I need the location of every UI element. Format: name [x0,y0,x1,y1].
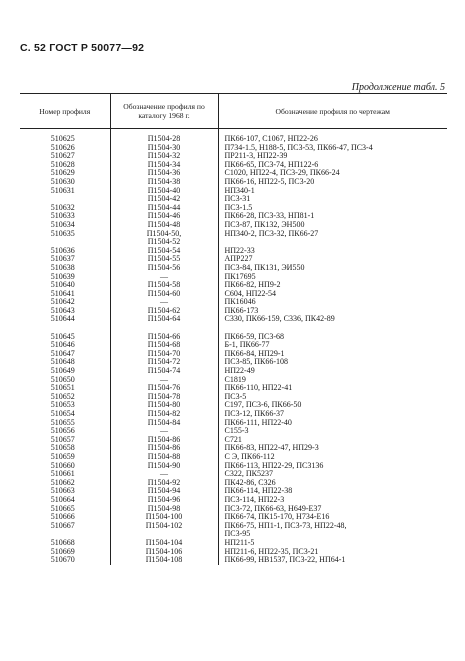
table-header-row [20,94,447,129]
drawing-designation-cell: НП22-33 [224,246,255,255]
catalog-designation-cell: П1504-38 [110,178,218,187]
catalog-designation-cell: П1504-30 [110,144,218,153]
drawing-designation-cell: ПК66-84, НП29-1 [224,349,285,358]
profile-number-cell: 510651 [50,384,75,393]
table-row [20,264,447,273]
drawing-designation-cell: ПК66-16, НП22-5, ПС3-20 [224,177,315,186]
table-row [20,281,447,290]
drawing-designation-cell: Б-1, ПК66-77 [224,341,270,350]
catalog-designation-cell: П1504-94 [110,487,218,496]
table-row [20,341,447,350]
table-row [20,221,447,230]
table-row [20,444,447,453]
catalog-designation-cell: — [110,298,218,307]
table-row [20,462,447,471]
profile-number-cell [20,530,110,539]
drawing-designation-cell: ПК17695 [224,272,256,281]
table-row [20,298,447,307]
drawing-designation-cell: ПК66-113, НП22-29, ПС3136 [224,461,324,470]
profile-number-cell: 510626 [50,143,75,152]
profile-number-cell: 510628 [50,160,75,169]
table-row [20,187,447,196]
catalog-designation-cell: П1504-90 [110,462,218,471]
profile-number-cell: 510669 [50,547,75,556]
drawing-designation-cell: ПК66-111, НП22-40 [224,418,292,427]
table-continuation-label: Продолжение табл. 5 [351,82,445,93]
drawing-designation-cell: ПС3-5 [224,392,247,401]
catalog-designation-cell: П1504-108 [110,556,218,565]
catalog-designation-cell: П1504-84 [110,419,218,428]
drawing-designation-cell: ПК66-114, НП22-38 [224,487,293,496]
drawing-designation-cell: ПК66-83, НП22-47, НП29-3 [224,444,319,453]
table-row [20,479,447,488]
catalog-designation-cell: П1504-82 [110,410,218,419]
table-row [20,333,447,342]
catalog-designation-cell [110,324,218,333]
drawing-designation-cell: С330, ПК66-159, С336, ПК42-89 [224,315,335,324]
table-row [20,548,447,557]
drawing-designation-cell: С721 [224,435,242,444]
catalog-designation-cell: П1504-96 [110,496,218,505]
table-row [20,212,447,221]
table-row [20,273,447,282]
drawing-designation-cell: ПС3-114, НП22-3 [224,495,285,504]
drawing-designation-cell: ПК66-99, НВ1537, ПС3-22, НП64-1 [224,556,346,565]
catalog-designation-cell: П1504-42 [110,195,218,204]
drawing-designation-cell: ПК66-110, НП22-41 [224,384,293,393]
profile-number-cell: 510659 [50,452,75,461]
table-row [20,161,447,170]
profile-number-cell: 510632 [50,203,75,212]
profile-number-cell: 510648 [50,358,75,367]
profile-number-cell: 510662 [50,478,75,487]
table-row [20,290,447,299]
profile-number-cell: 510630 [50,177,75,186]
profile-number-cell: 510661 [50,470,75,479]
catalog-designation-cell: П1504-46 [110,212,218,221]
catalog-designation-cell: П1504-66 [110,333,218,342]
catalog-designation-cell: П1504-100 [110,513,218,522]
drawing-designation-cell: ПС3-12, ПК66-37 [224,410,285,418]
profile-number-cell: 510640 [50,281,75,290]
profile-number-cell: 510635 [50,229,75,238]
drawing-designation-cell [218,238,447,247]
catalog-designation-cell: П1504-68 [110,341,218,350]
profile-number-cell: 510658 [50,444,75,453]
profile-number-cell: 510650 [50,375,75,384]
table-row [20,530,447,539]
profile-number-cell: 510625 [50,134,75,143]
table-row [20,522,447,531]
drawing-designation-cell: ПК66-82, НП9-2 [224,281,281,290]
table-row [20,436,447,445]
catalog-designation-cell: П1504-86 [110,436,218,445]
profile-number-cell: 510636 [50,246,75,255]
table-row [20,496,447,505]
profile-number-cell: 510652 [50,392,75,401]
profile-number-cell: 510665 [50,504,75,513]
catalog-designation-cell: П1504-28 [110,129,218,144]
table-body [20,129,447,565]
drawing-designation-cell: НП211-5 [224,538,255,547]
drawing-designation-cell: ПР211-3, НП22-39 [224,152,288,161]
drawing-designation-cell: ПС3-84, ПК131, ЭИ550 [224,263,305,272]
catalog-designation-cell: — [110,427,218,436]
profile-number-cell: 510644 [50,315,75,324]
catalog-designation-cell: П1504-92 [110,479,218,488]
catalog-designation-cell: П1504-54 [110,247,218,256]
catalog-designation-cell: П1504-86 [110,444,218,453]
catalog-designation-cell: П1504-34 [110,161,218,170]
catalog-designation-cell: П1504-80 [110,401,218,410]
table-row [20,152,447,161]
table-row [20,315,447,324]
profile-number-cell: 510653 [50,401,75,410]
drawing-designation-cell: С604, НП22-54 [224,289,277,298]
profile-number-cell: 510639 [50,272,75,281]
table-row [20,144,447,153]
catalog-designation-cell: П1504-36 [110,169,218,178]
catalog-designation-cell: П1504-72 [110,358,218,367]
table-row [20,410,447,419]
page-header: С. 52 ГОСТ Р 50077—92 [20,42,145,54]
profile-number-cell: 510642 [50,298,75,307]
table-row [20,470,447,479]
catalog-designation-cell: — [110,470,218,479]
profile-number-cell: 510647 [50,349,75,358]
profile-number-cell: 510641 [50,289,75,298]
profile-number-cell: 510656 [50,427,75,436]
drawing-designation-cell: ПК66-28, ПС3-33, НП81-1 [224,212,315,221]
catalog-designation-cell: — [110,273,218,282]
table-row [20,401,447,410]
profile-number-cell: 510631 [50,186,75,195]
table-row [20,487,447,496]
catalog-designation-cell: П1504-32 [110,152,218,161]
catalog-designation-cell: П1504-58 [110,281,218,290]
table-row [20,419,447,428]
profile-number-cell [20,238,110,247]
profile-number-cell: 510638 [50,263,75,272]
drawing-designation-cell: ПК66-74, ПК15-170, Н734-Е16 [224,513,330,522]
column-header-profile-number: Номер профиля [20,94,110,129]
catalog-designation-cell: П1504-76 [110,384,218,393]
drawing-designation-cell: ПС3-95 [224,530,251,539]
catalog-designation-cell: П1504-102 [110,522,218,531]
drawing-designation-cell: НП340-2, ПС3-32, ПК66-27 [224,229,319,238]
profile-number-cell: 510657 [50,435,75,444]
catalog-designation-cell: П1504-55 [110,255,218,264]
profile-number-cell: 510664 [50,495,75,504]
catalog-designation-cell: П1504-64 [110,315,218,324]
column-header-catalog-designation: Обозначение профиля по каталогу 1968 г. [110,94,218,129]
drawing-designation-cell: ПС3-1.5 [224,203,253,212]
profile-number-cell: 510660 [50,461,75,470]
profile-number-cell: 510637 [50,255,75,264]
table-row [20,376,447,385]
table-row [20,195,447,204]
profile-number-cell: 510627 [50,152,75,161]
drawing-designation-cell: НП211-6, НП22-35, ПС3-21 [224,547,319,556]
table-row [20,255,447,264]
catalog-designation-cell: П1504-40 [110,187,218,196]
catalog-designation-cell: П1504-88 [110,453,218,462]
column-header-drawing-designation: Обозначение профиля по чертежам [218,94,447,129]
profile-number-cell: 510667 [50,521,75,530]
table-row [20,539,447,548]
catalog-designation-cell: П1504-74 [110,367,218,376]
drawing-designation-cell: С1020, НП22-4, ПС3-29, ПК66-24 [224,169,340,178]
drawing-designation-cell: НП22-49 [224,367,255,376]
catalog-designation-cell: П1504-78 [110,393,218,402]
drawing-designation-cell: ПК16046 [224,298,256,307]
profile-number-cell: 510643 [50,306,75,315]
profile-number-cell: 510649 [50,367,75,376]
drawing-designation-cell: ПС3-85, ПК66-108 [224,358,289,367]
table-row [20,178,447,187]
table-row [20,367,447,376]
drawing-designation-cell: ПК66-65, ПС3-74, НП122-6 [224,160,319,169]
catalog-designation-cell: П1504-60 [110,290,218,299]
profile-number-cell: 510654 [50,410,75,418]
drawing-designation-cell: НП340-1 [224,186,255,195]
drawing-designation-cell: С Э, ПК66-112 [224,452,275,461]
profile-number-cell: 510666 [50,513,75,522]
table-row [20,556,447,565]
profile-number-cell: 510655 [50,418,75,427]
table-row [20,230,447,239]
table-row [20,453,447,462]
drawing-designation-cell: С197, ПС3-6, ПК66-50 [224,401,302,410]
drawing-designation-cell: ПК66-75, НП1-1, ПС3-73, НП22-48, [224,521,347,530]
table-row [20,358,447,367]
drawing-designation-cell: С322, ПК5237 [224,470,273,479]
table-row [20,247,447,256]
catalog-designation-cell: П1504-104 [110,539,218,548]
drawing-designation-cell: ПС3-87, ПК132, ЭН500 [224,220,305,229]
catalog-designation-cell [110,530,218,539]
profile-table [20,93,447,565]
catalog-designation-cell: П1504-62 [110,307,218,316]
table-row [20,427,447,436]
table-row [20,324,447,333]
catalog-designation-cell: П1504-48 [110,221,218,230]
drawing-designation-cell: ПС3-31 [224,195,251,204]
drawing-designation-cell [218,324,447,333]
catalog-designation-cell: П1504-106 [110,548,218,557]
drawing-designation-cell: ПК66-173 [224,306,259,315]
drawing-designation-cell: С155-3 [224,427,249,436]
table-row [20,384,447,393]
catalog-designation-cell: П1504-50, [110,230,218,239]
table-row [20,350,447,359]
table-row [20,307,447,316]
table-row [20,238,447,247]
drawing-designation-cell: ПК66-59, ПС3-68 [224,332,285,341]
profile-number-cell: 510663 [50,487,75,496]
profile-number-cell: 510634 [50,220,75,229]
profile-number-cell: 510646 [50,341,75,350]
drawing-designation-cell: ПК42-86, С326 [224,478,276,487]
profile-number-cell: 510668 [50,538,75,547]
drawing-designation-cell: П734-1.5, Н188-5, ПС3-53, ПК66-47, ПС3-4 [224,143,373,152]
catalog-designation-cell: П1504-44 [110,204,218,213]
table-row [20,505,447,514]
catalog-designation-cell: П1504-52 [110,238,218,247]
catalog-designation-cell: П1504-56 [110,264,218,273]
profile-number-cell: 510645 [50,332,75,341]
profile-number-cell: 510670 [50,556,75,565]
table-row [20,393,447,402]
catalog-designation-cell: П1504-70 [110,350,218,359]
table-row [20,513,447,522]
table-row [20,169,447,178]
profile-number-cell: 510629 [50,169,75,178]
table-row [20,204,447,213]
profile-number-cell [20,195,110,204]
profile-number-cell [20,324,110,333]
catalog-designation-cell: П1504-98 [110,505,218,514]
drawing-designation-cell: ПС3-72, ПК66-63, Н649-Е37 [224,504,322,513]
catalog-designation-cell: — [110,376,218,385]
drawing-designation-cell: АПР227 [224,255,253,264]
drawing-designation-cell: ПК66-107, С1067, НП22-26 [224,134,318,143]
drawing-designation-cell: С1819 [224,375,246,384]
table-row [20,129,447,144]
profile-number-cell: 510633 [50,212,75,221]
